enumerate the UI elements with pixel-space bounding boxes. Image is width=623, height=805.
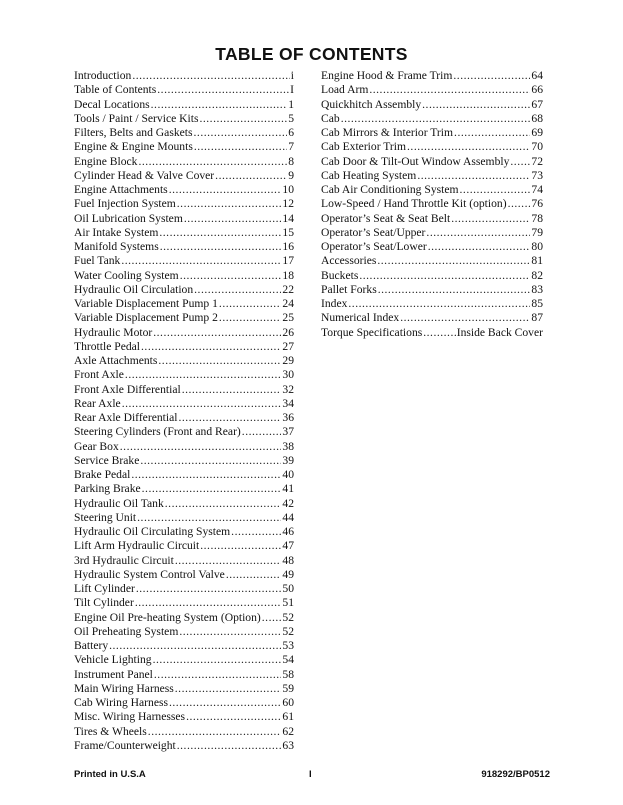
dot-leader xyxy=(369,83,530,97)
toc-entry-title: Buckets xyxy=(321,268,359,282)
toc-entry-title: Oil Lubrication System xyxy=(74,211,183,225)
dot-leader xyxy=(125,368,281,382)
toc-entry[interactable] xyxy=(74,582,294,596)
toc-entry[interactable] xyxy=(74,254,294,268)
dot-leader xyxy=(400,311,530,325)
toc-entry-page: 62 xyxy=(282,724,294,738)
toc-entry[interactable] xyxy=(321,197,543,211)
toc-entry-title: Front Axle xyxy=(74,368,124,382)
toc-entry-title: Variable Displacement Pump 2 xyxy=(74,311,218,325)
toc-entry[interactable] xyxy=(321,183,543,197)
dot-leader xyxy=(184,212,282,226)
toc-entry-page: 61 xyxy=(282,710,294,724)
toc-entry-page: 51 xyxy=(282,596,294,610)
toc-left-column xyxy=(74,69,294,753)
toc-entry-title: Rear Axle Differential xyxy=(74,411,178,424)
toc-entry-page: 73 xyxy=(531,168,543,182)
dot-leader xyxy=(165,497,282,511)
toc-entry-title: Instrument Panel xyxy=(74,667,153,681)
dot-leader xyxy=(348,297,530,311)
toc-entry-title: Table of Contents xyxy=(74,83,157,97)
toc-entry-page: 46 xyxy=(282,525,294,538)
toc-entry-page: 63 xyxy=(282,738,294,752)
toc-entry-title: Cab Door & Tilt-Out Window Assembly xyxy=(321,154,510,168)
toc-entry-title: Gear Box xyxy=(74,439,119,453)
toc-entry[interactable] xyxy=(74,155,294,169)
toc-entry[interactable] xyxy=(74,482,294,496)
toc-entry[interactable] xyxy=(74,596,294,610)
dot-leader xyxy=(160,240,282,254)
toc-entry-page: 52 xyxy=(282,610,294,624)
toc-entry-title: Steering Unit xyxy=(74,510,137,524)
toc-entry-title: Accessories xyxy=(321,254,377,268)
toc-entry-title: Hydraulic Oil Tank xyxy=(74,496,164,510)
toc-entry-title: Service Brake xyxy=(74,453,140,467)
dot-leader xyxy=(131,468,281,482)
dot-leader xyxy=(510,155,530,169)
toc-entry-page: 32 xyxy=(282,382,294,396)
dot-leader xyxy=(140,454,281,468)
dot-leader xyxy=(141,340,281,354)
toc-entry-title: Decal Locations xyxy=(74,97,150,111)
toc-entry[interactable] xyxy=(74,69,294,83)
toc-entry-title: Cab Mirrors & Interior Trim xyxy=(321,126,454,139)
toc-entry[interactable] xyxy=(74,212,294,226)
toc-entry-page: 38 xyxy=(282,439,294,453)
toc-entry[interactable] xyxy=(74,696,294,710)
toc-entry-title: Engine Oil Pre-heating System (Option) xyxy=(74,610,261,624)
dot-leader xyxy=(175,682,282,696)
toc-entry[interactable] xyxy=(74,554,294,568)
toc-entry-page: 8 xyxy=(288,154,294,168)
toc-entry-page: 24 xyxy=(282,297,294,310)
toc-entry[interactable] xyxy=(74,625,294,639)
toc-entry-title: Water Cooling System xyxy=(74,268,179,282)
toc-entry-page: 76 xyxy=(531,197,543,211)
dot-leader xyxy=(428,240,531,254)
footer-doc-number: 918292/BP0512 xyxy=(481,769,550,780)
toc-entry[interactable] xyxy=(321,254,543,268)
toc-entry-title: Lift Cylinder xyxy=(74,582,135,595)
toc-entry[interactable] xyxy=(74,297,294,311)
toc-entry[interactable] xyxy=(74,112,294,126)
toc-entry[interactable] xyxy=(74,397,294,411)
toc-entry-title: Front Axle Differential xyxy=(74,382,181,396)
dot-leader xyxy=(121,254,281,268)
toc-entry[interactable] xyxy=(74,739,294,753)
toc-entry-title: Cylinder Head & Valve Cover xyxy=(74,168,215,182)
toc-entry-page: 44 xyxy=(282,510,294,524)
dot-leader xyxy=(359,269,530,283)
toc-entry-title: Pallet Forks xyxy=(321,282,377,296)
toc-entry[interactable] xyxy=(74,183,294,197)
toc-entry-page: I xyxy=(290,83,294,97)
toc-entry-title: Lift Arm Hydraulic Circuit xyxy=(74,539,200,553)
toc-entry-page: 30 xyxy=(282,368,294,382)
toc-entry[interactable] xyxy=(74,283,294,297)
toc-entry[interactable] xyxy=(74,354,294,368)
toc-entry-title: Low-Speed / Hand Throttle Kit (option) xyxy=(321,197,507,211)
toc-entry-title: Brake Pedal xyxy=(74,468,131,481)
footer-page-number: I xyxy=(309,769,312,780)
toc-entry[interactable] xyxy=(74,411,294,425)
dot-leader xyxy=(423,326,455,340)
toc-entry-title: Hydraulic Oil Circulating System xyxy=(74,525,231,538)
dot-leader xyxy=(109,639,281,653)
dot-leader xyxy=(215,169,287,183)
toc-entry-page: i xyxy=(290,69,294,82)
dot-leader xyxy=(194,283,281,297)
toc-entry[interactable] xyxy=(74,725,294,739)
toc-entry-page: 42 xyxy=(282,496,294,510)
dot-leader xyxy=(341,112,531,126)
toc-entry-page: 67 xyxy=(531,97,543,111)
dot-leader xyxy=(169,183,282,197)
dot-leader xyxy=(137,511,281,525)
toc-entry-title: Hydraulic Motor xyxy=(74,325,153,339)
dot-leader xyxy=(407,140,530,154)
dot-leader xyxy=(138,155,287,169)
toc-entry-page: 87 xyxy=(531,311,543,325)
toc-entry[interactable] xyxy=(321,240,543,254)
toc-entry[interactable] xyxy=(74,83,294,97)
toc-entry[interactable] xyxy=(321,98,543,112)
toc-entry-page: 54 xyxy=(282,653,294,667)
dot-leader xyxy=(460,183,531,197)
toc-entry-page: 16 xyxy=(282,240,294,253)
toc-entry-page: 40 xyxy=(282,468,294,481)
toc-entry-title: Engine Hood & Frame Trim xyxy=(321,69,453,82)
toc-entry[interactable] xyxy=(321,112,543,126)
dot-leader xyxy=(148,725,282,739)
dot-leader xyxy=(377,254,530,268)
toc-entry-page: 53 xyxy=(282,639,294,652)
toc-entry-title: Main Wiring Harness xyxy=(74,681,174,695)
dot-leader xyxy=(132,69,289,83)
page-title: TABLE OF CONTENTS xyxy=(215,44,408,64)
toc-entry-page: 69 xyxy=(531,126,543,139)
toc-entry-page: 17 xyxy=(282,254,294,268)
toc-entry[interactable] xyxy=(321,269,543,283)
toc-entry-page: 80 xyxy=(531,240,543,253)
toc-entry-page: 22 xyxy=(282,282,294,296)
toc-entry-page: 5 xyxy=(288,111,294,125)
toc-entry[interactable] xyxy=(74,126,294,140)
toc-entry-page: 50 xyxy=(282,582,294,595)
toc-entry-page: 39 xyxy=(282,453,294,467)
dot-leader xyxy=(199,112,287,126)
toc-entry-page: 7 xyxy=(288,140,294,154)
toc-entry[interactable] xyxy=(74,639,294,653)
toc-entry[interactable] xyxy=(74,511,294,525)
toc-entry-title: Manifold Systems xyxy=(74,240,159,253)
toc-entry-page: 37 xyxy=(282,425,294,439)
toc-entry-title: Fuel Injection System xyxy=(74,197,176,211)
toc-entry-title: Engine Attachments xyxy=(74,183,168,196)
toc-entry[interactable] xyxy=(74,340,294,354)
toc-entry[interactable] xyxy=(74,454,294,468)
toc-entry-title: Cab Wiring Harness xyxy=(74,696,168,709)
toc-entry[interactable] xyxy=(74,169,294,183)
toc-entry[interactable] xyxy=(321,212,543,226)
toc-entry-page: 10 xyxy=(282,183,294,196)
toc-entry[interactable] xyxy=(74,668,294,682)
toc-entry-title: Hydraulic System Control Valve xyxy=(74,567,225,581)
toc-entry-title: Frame/Counterweight xyxy=(74,738,176,752)
toc-entry-title: Operator’s Seat & Seat Belt xyxy=(321,211,451,225)
dot-leader xyxy=(242,425,282,439)
dot-leader xyxy=(178,411,281,425)
dot-leader xyxy=(135,596,282,610)
toc-entry-title: Engine & Engine Mounts xyxy=(74,140,193,154)
toc-entry-page: 6 xyxy=(288,126,294,139)
dot-leader xyxy=(262,611,282,625)
toc-entry[interactable] xyxy=(74,682,294,696)
toc-entry-page: 66 xyxy=(531,83,543,97)
toc-entry-title: Engine Block xyxy=(74,154,138,168)
toc-entry[interactable] xyxy=(321,169,543,183)
toc-entry-title: Tilt Cylinder xyxy=(74,596,134,610)
toc-entry[interactable] xyxy=(74,326,294,340)
toc-entry-title: Load Arm xyxy=(321,83,369,97)
toc-entry-title: Tires & Wheels xyxy=(74,724,147,738)
toc-entry-page: 72 xyxy=(531,154,543,168)
toc-entry-page: 82 xyxy=(531,268,543,282)
toc-entry-page: 58 xyxy=(282,667,294,681)
toc-entry-title: Hydraulic Oil Circulation xyxy=(74,282,194,296)
toc-entry-page: Inside Back Cover xyxy=(456,325,543,339)
toc-entry[interactable] xyxy=(321,69,543,83)
toc-entry[interactable] xyxy=(321,283,543,297)
dot-leader xyxy=(186,710,281,724)
toc-entry-page: 78 xyxy=(531,211,543,225)
dot-leader xyxy=(157,83,289,97)
toc-entry[interactable] xyxy=(74,140,294,154)
toc-entry[interactable] xyxy=(74,368,294,382)
toc-entry-title: Filters, Belts and Gaskets xyxy=(74,126,193,139)
toc-entry[interactable] xyxy=(74,383,294,397)
dot-leader xyxy=(231,525,281,539)
toc-entry-page: 47 xyxy=(282,539,294,553)
toc-entry-title: Introduction xyxy=(74,69,132,82)
toc-entry-title: Numerical Index xyxy=(321,311,400,325)
toc-entry[interactable] xyxy=(321,326,543,340)
toc-entry-page: 81 xyxy=(531,254,543,268)
dot-leader xyxy=(200,539,281,553)
toc-entry[interactable] xyxy=(74,240,294,254)
dot-leader xyxy=(120,440,282,454)
toc-entry-page: 9 xyxy=(288,168,294,182)
dot-leader xyxy=(151,98,288,112)
toc-entry-page: 83 xyxy=(531,282,543,296)
toc-entry[interactable] xyxy=(74,539,294,553)
toc-entry-page: 48 xyxy=(282,553,294,567)
toc-entry-title: Parking Brake xyxy=(74,482,141,496)
dot-leader xyxy=(226,568,282,582)
toc-entry-page: 26 xyxy=(282,325,294,339)
toc-entry-page: 68 xyxy=(531,111,543,125)
toc-entry-title: Cab Air Conditioning System xyxy=(321,183,459,196)
toc-entry-title: Axle Attachments xyxy=(74,354,158,367)
dot-leader xyxy=(177,197,282,211)
toc-entry-page: 14 xyxy=(282,211,294,225)
toc-entry[interactable] xyxy=(321,126,543,140)
toc-entry-page: 25 xyxy=(282,311,294,325)
toc-entry[interactable] xyxy=(321,83,543,97)
toc-entry-page: 49 xyxy=(282,567,294,581)
toc-entry-title: Air Intake System xyxy=(74,225,159,239)
footer-printed-in: Printed in U.S.A xyxy=(74,769,146,780)
dot-leader xyxy=(177,739,282,753)
dot-leader xyxy=(454,126,530,140)
toc-entry-title: Vehicle Lighting xyxy=(74,653,152,667)
dot-leader xyxy=(153,653,282,667)
toc-entry[interactable] xyxy=(74,98,294,112)
dot-leader xyxy=(153,326,281,340)
toc-entry-page: 60 xyxy=(282,696,294,709)
toc-entry-page: 36 xyxy=(282,411,294,424)
toc-entry[interactable] xyxy=(74,525,294,539)
dot-leader xyxy=(142,482,282,496)
toc-entry-title: Rear Axle xyxy=(74,396,121,410)
toc-entry[interactable] xyxy=(74,197,294,211)
dot-leader xyxy=(194,140,287,154)
dot-leader xyxy=(422,98,530,112)
toc-entry-title: Fuel Tank xyxy=(74,254,121,268)
dot-leader xyxy=(180,269,282,283)
toc-right-column xyxy=(321,69,543,340)
toc-entry[interactable] xyxy=(74,311,294,325)
toc-entry[interactable] xyxy=(321,311,543,325)
toc-entry-page: 15 xyxy=(282,225,294,239)
dot-leader xyxy=(154,668,282,682)
toc-entry-page: 18 xyxy=(282,268,294,282)
toc-entry-title: Variable Displacement Pump 1 xyxy=(74,297,218,310)
toc-entry-title: Operator’s Seat/Lower xyxy=(321,240,427,253)
toc-entry-title: Cab Exterior Trim xyxy=(321,140,407,154)
toc-entry[interactable] xyxy=(74,611,294,625)
toc-entry[interactable] xyxy=(74,226,294,240)
dot-leader xyxy=(175,554,282,568)
toc-entry[interactable] xyxy=(74,425,294,439)
toc-entry-title: Quickhitch Assembly xyxy=(321,97,422,111)
toc-entry-page: 64 xyxy=(531,69,543,82)
toc-entry-title: Torque Specifications xyxy=(321,325,423,339)
dot-leader xyxy=(158,354,281,368)
dot-leader xyxy=(219,311,281,325)
dot-leader xyxy=(159,226,281,240)
toc-entry-title: 3rd Hydraulic Circuit xyxy=(74,553,174,567)
dot-leader xyxy=(417,169,530,183)
toc-entry[interactable] xyxy=(74,653,294,667)
toc-entry-page: 59 xyxy=(282,681,294,695)
toc-entry[interactable] xyxy=(74,269,294,283)
toc-entry-page: 12 xyxy=(282,197,294,211)
dot-leader xyxy=(426,226,530,240)
toc-entry-title: Battery xyxy=(74,639,109,652)
toc-entry-page: 1 xyxy=(288,97,294,111)
dot-leader xyxy=(136,582,282,596)
dot-leader xyxy=(219,297,281,311)
dot-leader xyxy=(122,397,282,411)
toc-entry-title: Cab Heating System xyxy=(321,168,417,182)
toc-entry-title: Throttle Pedal xyxy=(74,339,141,353)
toc-entry-page: 27 xyxy=(282,339,294,353)
toc-entry-title: Tools / Paint / Service Kits xyxy=(74,111,199,125)
toc-entry[interactable] xyxy=(74,468,294,482)
toc-entry-page: 29 xyxy=(282,354,294,367)
dot-leader xyxy=(451,212,530,226)
toc-entry-page: 85 xyxy=(531,297,543,310)
toc-entry-title: Index xyxy=(321,297,348,310)
toc-entry-page: 41 xyxy=(282,482,294,496)
toc-entry-title: Steering Cylinders (Front and Rear) xyxy=(74,425,241,439)
toc-entry[interactable] xyxy=(74,568,294,582)
toc-entry-title: Operator’s Seat/Upper xyxy=(321,225,426,239)
toc-entry-page: 52 xyxy=(282,624,294,638)
toc-entry[interactable] xyxy=(74,710,294,724)
toc-entry[interactable] xyxy=(74,497,294,511)
toc-entry[interactable] xyxy=(321,226,543,240)
dot-leader xyxy=(182,383,282,397)
toc-entry-page: 79 xyxy=(531,225,543,239)
dot-leader xyxy=(194,126,288,140)
dot-leader xyxy=(179,625,281,639)
toc-entry-title: Cab xyxy=(321,111,340,125)
toc-entry-page: 70 xyxy=(531,140,543,154)
toc-entry-title: Oil Preheating System xyxy=(74,624,179,638)
toc-entry[interactable] xyxy=(321,155,543,169)
dot-leader xyxy=(508,197,531,211)
toc-entry-title: Misc. Wiring Harnesses xyxy=(74,710,186,724)
toc-entry-page: 74 xyxy=(531,183,543,196)
toc-entry-page: 34 xyxy=(282,396,294,410)
dot-leader xyxy=(169,696,281,710)
toc-entry[interactable] xyxy=(74,440,294,454)
dot-leader xyxy=(453,69,530,83)
toc-entry[interactable] xyxy=(321,140,543,154)
dot-leader xyxy=(378,283,531,297)
toc-entry[interactable] xyxy=(321,297,543,311)
